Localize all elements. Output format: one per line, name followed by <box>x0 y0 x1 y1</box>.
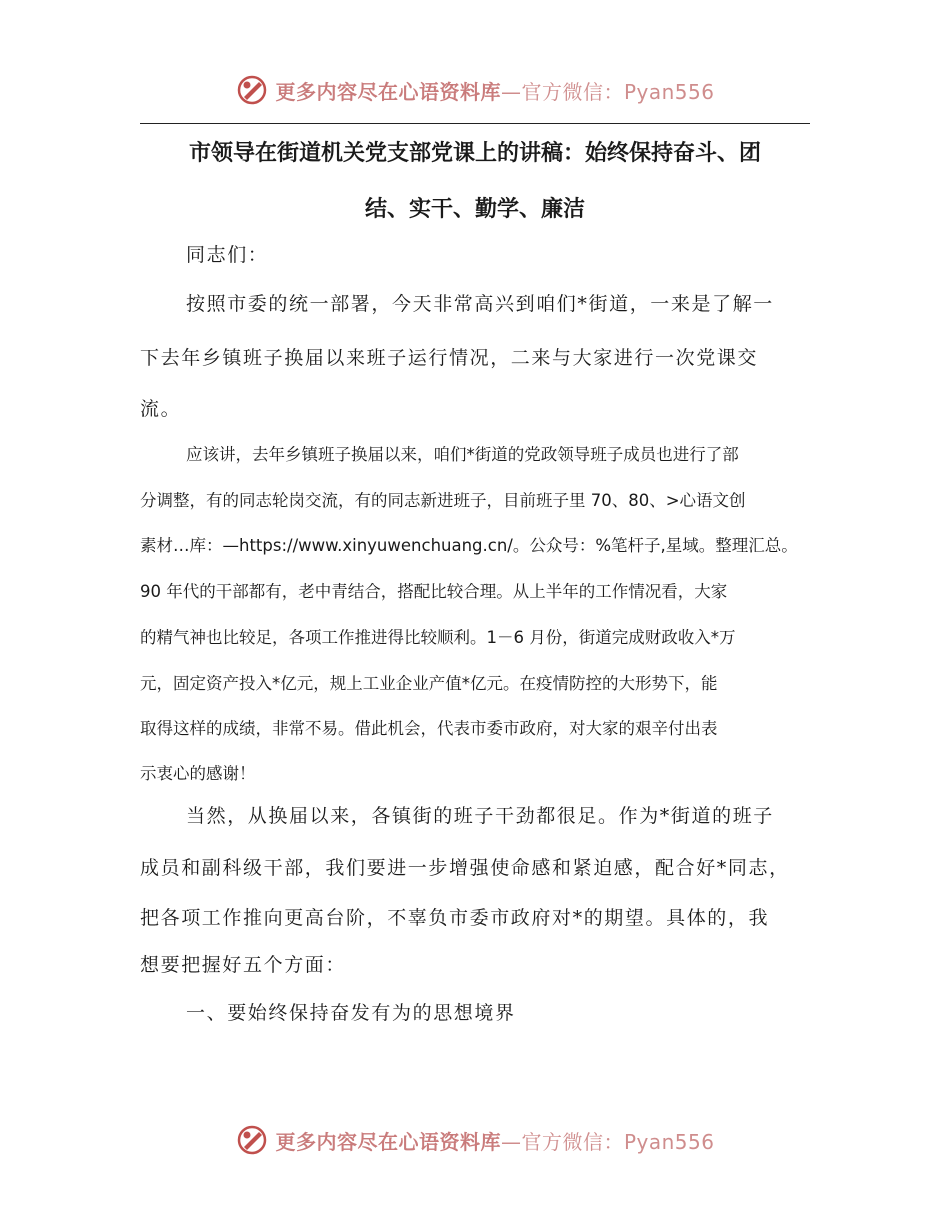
greeting: 同志们： <box>186 244 269 266</box>
title-line-2: 结、实干、勤学、廉洁 <box>364 197 585 222</box>
footer-banner <box>0 1120 950 1160</box>
p2-line-7: 取得这样的成绩，非常不易。借此机会，代表市委市政府，对大家的艰辛付出表 <box>140 719 718 738</box>
p1-line-3: 流。 <box>140 398 182 420</box>
p3-line-4: 想要把握好五个方面： <box>140 954 347 976</box>
p2-line-8: 示衷心的感谢！ <box>140 764 256 783</box>
banner-text-bold: 更多内容尽在心语资料库 <box>275 79 501 104</box>
p2-line-3: 素材…库：—https://www.xinyuwenchuang.cn/。公众号：%笔杆子,星域。整理汇总。 <box>140 536 798 555</box>
p2-line-2: 分调整，有的同志轮岗交流，有的同志新进班子，目前班子里 70、80、>心语文创 <box>140 491 746 510</box>
title-line-1: 市领导在街道机关党支部党课上的讲稿：始终保持奋斗、团 <box>188 141 761 166</box>
p2-line-5: 的精气神也比较足，各项工作推进得比较顺利。1－6 月份，街道完成财政收入*万 <box>140 628 736 647</box>
logo-icon <box>235 1123 269 1157</box>
header-rule <box>140 123 810 124</box>
p3-line-1: 当然，从换届以来，各镇街的班子干劲都很足。作为*街道的班子 <box>186 805 774 827</box>
page-title <box>140 126 810 238</box>
p1-line-2: 下去年乡镇班子换届以来班子运行情况，二来与大家进行一次党课交 <box>140 347 759 369</box>
banner-text-bold: 更多内容尽在心语资料库 <box>275 1129 501 1154</box>
banner-text <box>275 1126 714 1155</box>
p2-line-4: 90 年代的干部都有，老中青结合，搭配比较合理。从上半年的工作情况看，大家 <box>140 582 728 601</box>
banner-text-rest: —官方微信：Pyan556 <box>500 1129 715 1154</box>
logo-icon <box>235 73 269 107</box>
p3-line-3: 把各项工作推向更高台阶，不辜负市委市政府对*的期望。具体的，我 <box>140 907 770 929</box>
banner-text <box>275 76 714 105</box>
p2-line-1: 应该讲，去年乡镇班子换届以来，咱们*街道的党政领导班子成员也进行了部 <box>186 445 739 464</box>
header-banner <box>0 70 950 110</box>
section-heading-1: 一、要始终保持奋发有为的思想境界 <box>186 1002 516 1024</box>
banner-text-rest: —官方微信：Pyan556 <box>500 79 715 104</box>
p3-line-2: 成员和副科级干部，我们要进一步增强使命感和紧迫感，配合好*同志， <box>140 857 790 879</box>
p2-line-6: 元，固定资产投入*亿元，规上工业企业产值*亿元。在疫情防控的大形势下，能 <box>140 674 718 693</box>
p1-line-1: 按照市委的统一部署，今天非常高兴到咱们*街道，一来是了解一 <box>186 293 774 315</box>
